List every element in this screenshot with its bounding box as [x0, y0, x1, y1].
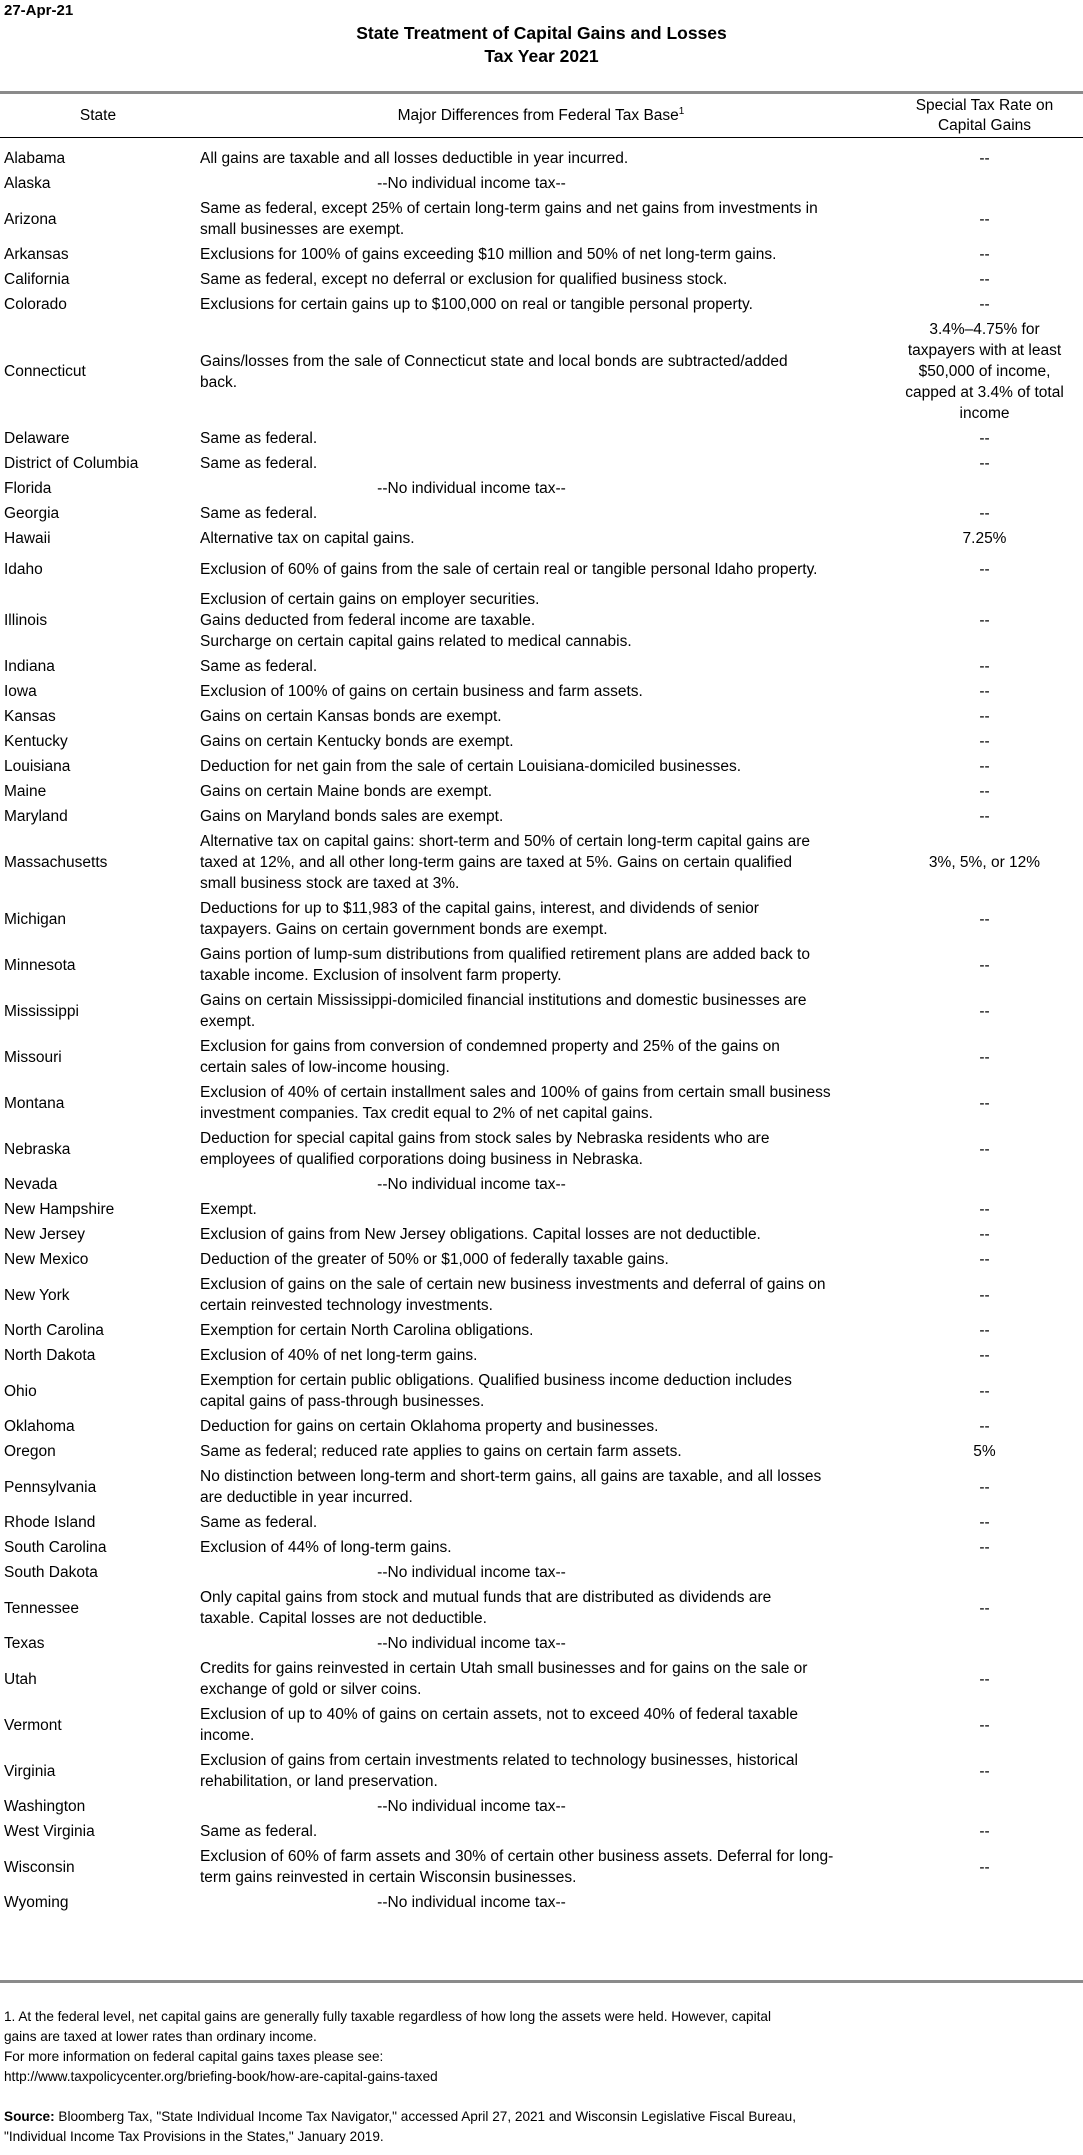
- difference-line: Same as federal.: [200, 505, 318, 522]
- table-row: [0, 267, 1083, 292]
- table-row: [0, 292, 1083, 317]
- tax-base-difference: [200, 451, 886, 476]
- table-row: [0, 1272, 1083, 1318]
- special-tax-rate: --: [979, 1858, 990, 1876]
- tax-base-difference: [200, 1368, 886, 1414]
- table-row: [0, 704, 1083, 729]
- table-row: [0, 754, 1083, 779]
- state-name: New Jersey: [4, 1226, 85, 1243]
- state-name: Oklahoma: [4, 1418, 75, 1435]
- difference-line: rehabilitation, or land preservation.: [200, 1773, 438, 1790]
- title-line-1: State Treatment of Capital Gains and Losses: [356, 23, 727, 43]
- tax-base-difference: [200, 704, 886, 729]
- special-tax-rate: --: [979, 1762, 990, 1780]
- table-row: [0, 171, 1083, 196]
- table-row: [0, 1748, 1083, 1794]
- difference-line: Deduction for gains on certain Oklahoma property and businesses.: [200, 1418, 659, 1435]
- difference-line: certain sales of low-income housing.: [200, 1059, 450, 1076]
- tax-base-difference: [200, 292, 886, 317]
- special-tax-rate: --: [979, 658, 990, 675]
- tax-base-difference: [200, 317, 886, 426]
- tax-base-difference: [200, 754, 886, 779]
- table-row: [0, 1222, 1083, 1247]
- table-bottom-rule: [0, 1980, 1083, 1983]
- table-row: [0, 242, 1083, 267]
- difference-line: Exclusion of 60% of gains from the sale of certain real or tangible personal Idaho property.: [200, 560, 818, 578]
- difference-line: employees of qualified corporations doing business in Nebraska.: [200, 1151, 643, 1168]
- rate-line: capped at 3.4% of total: [905, 384, 1064, 401]
- state-table-body: [0, 146, 1083, 1915]
- difference-line: Exclusion of gains on the sale of certain new business investments and deferral of gains on: [200, 1276, 826, 1293]
- difference-line: Gains on certain Mississippi-domiciled financial institutions and domestic businesses are: [200, 992, 807, 1009]
- state-name: Tennessee: [4, 1599, 79, 1617]
- table-row: [0, 1702, 1083, 1748]
- state-name: Colorado: [4, 296, 67, 313]
- table-row: [0, 1631, 1083, 1656]
- state-name: Washington: [4, 1798, 86, 1815]
- table-row: [0, 942, 1083, 988]
- state-name: California: [4, 271, 70, 288]
- tax-base-difference: [200, 1247, 886, 1272]
- difference-line: Alternative tax on capital gains: short-term and 50% of certain long-term capital gains are: [200, 833, 810, 850]
- no-income-tax-note: --No individual income tax--: [377, 1176, 566, 1193]
- state-name: District of Columbia: [4, 455, 139, 472]
- table-row: [0, 1890, 1083, 1915]
- state-name: Louisiana: [4, 758, 71, 775]
- difference-line: Exclusion of 44% of long-term gains.: [200, 1539, 452, 1556]
- tax-base-difference: [200, 1702, 886, 1748]
- state-name: Pennsylvania: [4, 1478, 97, 1496]
- state-name: West Virginia: [4, 1823, 95, 1840]
- special-tax-rate: --: [979, 1716, 990, 1734]
- difference-line: Alternative tax on capital gains.: [200, 530, 415, 547]
- tax-base-difference: [200, 1585, 886, 1631]
- difference-line: Exclusion of 60% of farm assets and 30% of certain other business assets. Deferral for long-: [200, 1848, 834, 1865]
- difference-line: income.: [200, 1727, 255, 1744]
- table-row: [0, 1656, 1083, 1702]
- special-tax-rate: --: [979, 1514, 990, 1531]
- special-tax-rate: --: [979, 683, 990, 700]
- special-tax-rate: --: [979, 150, 990, 167]
- difference-line: back.: [200, 373, 238, 391]
- no-income-tax-note: --No individual income tax--: [377, 1894, 566, 1911]
- rate-line: $50,000 of income,: [918, 363, 1051, 380]
- table-row: [0, 1819, 1083, 1844]
- special-tax-rate: --: [979, 271, 990, 288]
- title-line-2: Tax Year 2021: [484, 46, 599, 66]
- no-income-tax-note: --No individual income tax--: [377, 175, 566, 192]
- tax-base-difference: [200, 587, 886, 654]
- state-name: Wyoming: [4, 1894, 69, 1911]
- table-row: [0, 779, 1083, 804]
- tax-base-difference: [200, 679, 886, 704]
- table-row: [0, 1585, 1083, 1631]
- difference-line: Same as federal.: [200, 1823, 318, 1840]
- state-name: Ohio: [4, 1382, 37, 1400]
- special-tax-rate: --: [979, 956, 990, 974]
- difference-line: Exclusion of certain gains on employer securities.: [200, 591, 540, 608]
- state-name: Idaho: [4, 560, 43, 578]
- difference-line: exchange of gold or silver coins.: [200, 1681, 422, 1698]
- difference-line: Exclusion of gains from New Jersey obligations. Capital losses are not deductible.: [200, 1226, 761, 1243]
- table-row: [0, 1126, 1083, 1172]
- tax-base-difference: [200, 1439, 886, 1464]
- special-tax-rate: --: [979, 1418, 990, 1435]
- table-row: [0, 729, 1083, 754]
- tax-base-difference: [200, 1656, 886, 1702]
- tax-base-difference: [200, 1748, 886, 1794]
- tax-base-difference: [200, 1126, 886, 1172]
- difference-line: Credits for gains reinvested in certain Utah small businesses and for gains on the sale or: [200, 1660, 808, 1677]
- tax-base-difference: [200, 729, 886, 754]
- difference-line: Exemption for certain North Carolina obligations.: [200, 1322, 534, 1339]
- table-row: [0, 1343, 1083, 1368]
- special-tax-rate: --: [979, 612, 990, 629]
- state-name: North Carolina: [4, 1322, 104, 1339]
- difference-line: Same as federal.: [200, 1514, 318, 1531]
- rate-line: income: [959, 405, 1010, 422]
- table-row: [0, 654, 1083, 679]
- difference-line: Exclusions for 100% of gains exceeding $10 million and 50% of net long-term gains.: [200, 246, 777, 263]
- footnote-ref: 1: [678, 105, 685, 117]
- difference-line: Same as federal.: [200, 455, 318, 472]
- table-row: [0, 1197, 1083, 1222]
- difference-line: certain reinvested technology investments.: [200, 1297, 493, 1314]
- difference-line: taxpayers. Gains on certain government bonds are exempt.: [200, 921, 608, 938]
- state-name: Indiana: [4, 658, 55, 675]
- tax-base-difference: [200, 1535, 886, 1560]
- difference-line: Deduction for special capital gains from stock sales by Nebraska residents who are: [200, 1130, 770, 1147]
- table-row: [0, 196, 1083, 242]
- difference-line: Gains on certain Kansas bonds are exempt.: [200, 708, 502, 725]
- tax-base-difference: [200, 551, 886, 587]
- state-name: Massachusetts: [4, 854, 108, 871]
- no-income-tax-note: --No individual income tax--: [377, 1564, 566, 1581]
- tax-base-difference: [200, 654, 886, 679]
- source-label: Source:: [4, 2109, 55, 2124]
- state-name: Kentucky: [4, 733, 68, 750]
- tax-base-difference: [200, 146, 886, 171]
- difference-line: No distinction between long-term and short-term gains, all gains are taxable, and all losses: [200, 1468, 822, 1485]
- difference-line: Gains on certain Kentucky bonds are exempt.: [200, 733, 514, 750]
- difference-line: Deductions for up to $11,983 of the capital gains, interest, and dividends of senior: [200, 900, 759, 917]
- tax-base-difference: [200, 1272, 886, 1318]
- tax-base-difference: [200, 804, 886, 829]
- special-tax-rate: [886, 317, 1083, 426]
- difference-line: small business stock are taxed at 3%.: [200, 875, 460, 892]
- tax-base-difference: [200, 267, 886, 292]
- state-name: New Hampshire: [4, 1201, 115, 1218]
- table-row: [0, 1560, 1083, 1585]
- table-row: [0, 1034, 1083, 1080]
- table-row: [0, 1844, 1083, 1890]
- state-name: Arizona: [4, 210, 57, 228]
- state-name: Illinois: [4, 612, 48, 629]
- special-tax-rate: --: [979, 1094, 990, 1112]
- special-tax-rate: 5%: [973, 1443, 996, 1460]
- table-row: [0, 476, 1083, 501]
- special-tax-rate: --: [979, 505, 990, 522]
- tax-base-difference: [200, 942, 886, 988]
- special-tax-rate: --: [979, 210, 990, 228]
- state-name: South Dakota: [4, 1564, 98, 1581]
- source-line: "Individual Income Tax Provisions in the States," January 2019.: [4, 2129, 384, 2144]
- special-tax-rate: --: [979, 783, 990, 800]
- table-row: [0, 317, 1083, 426]
- state-name: Arkansas: [4, 246, 69, 263]
- tax-base-difference: [200, 501, 886, 526]
- state-name: Missouri: [4, 1048, 62, 1066]
- state-name: Maine: [4, 783, 47, 800]
- no-income-tax-note: --No individual income tax--: [377, 1635, 566, 1652]
- tax-base-difference: [200, 988, 886, 1034]
- state-name: Nevada: [4, 1176, 58, 1193]
- difference-line: Deduction of the greater of 50% or $1,000 of federally taxable gains.: [200, 1251, 669, 1268]
- state-name: Hawaii: [4, 530, 51, 547]
- state-name: Oregon: [4, 1443, 56, 1460]
- special-tax-rate: --: [979, 1048, 990, 1066]
- tax-base-difference: [200, 242, 886, 267]
- state-name: Georgia: [4, 505, 60, 522]
- tax-base-difference: [200, 1510, 886, 1535]
- difference-line: Exclusion of 40% of certain installment sales and 100% of gains from certain small business: [200, 1084, 831, 1101]
- special-tax-rate: --: [979, 1823, 990, 1840]
- special-tax-rate: --: [979, 296, 990, 313]
- tax-base-difference: [200, 829, 886, 896]
- difference-line: Only capital gains from stock and mutual funds that are distributed as dividends are: [200, 1589, 772, 1606]
- tax-base-difference: [200, 1819, 886, 1844]
- difference-line: Gains/losses from the sale of Connecticut state and local bonds are subtracted/added: [200, 352, 788, 370]
- tax-base-difference: [200, 896, 886, 942]
- difference-line: exempt.: [200, 1013, 256, 1030]
- state-name: Connecticut: [4, 363, 86, 380]
- state-name: North Dakota: [4, 1347, 96, 1364]
- special-tax-rate: --: [979, 1347, 990, 1364]
- difference-line: Gains on certain Maine bonds are exempt.: [200, 783, 493, 800]
- difference-line: Same as federal.: [200, 430, 318, 447]
- page-title: [0, 22, 1083, 68]
- special-tax-rate: --: [979, 1539, 990, 1556]
- table-row: [0, 804, 1083, 829]
- special-tax-rate: --: [979, 733, 990, 750]
- table-row: [0, 451, 1083, 476]
- special-tax-rate: --: [979, 560, 990, 578]
- column-header-special-rate: Special Tax Rate on Capital Gains: [915, 97, 1054, 134]
- special-tax-rate: --: [979, 1251, 990, 1268]
- table-row: [0, 551, 1083, 587]
- state-name: Virginia: [4, 1762, 56, 1780]
- tax-base-difference: [200, 1222, 886, 1247]
- table-row: [0, 426, 1083, 451]
- state-name: New York: [4, 1286, 70, 1304]
- tax-base-difference: [200, 426, 886, 451]
- tax-base-difference: [200, 1343, 886, 1368]
- no-income-tax-note: --No individual income tax--: [377, 480, 566, 497]
- special-tax-rate: --: [979, 910, 990, 928]
- source-line: Source: Bloomberg Tax, "State Individual Income Tax Navigator," accessed April 27, 2021 and Wisconsin Legislative Fiscal Bureau,: [4, 2109, 796, 2124]
- report-date: 27-Apr-21: [4, 2, 74, 19]
- table-row: [0, 988, 1083, 1034]
- tax-base-difference: [200, 1080, 886, 1126]
- special-tax-rate: --: [979, 1322, 990, 1339]
- difference-line: taxable income. Exclusion of insolvent farm property.: [200, 967, 562, 984]
- difference-line: Gains deducted from federal income are taxable.: [200, 612, 536, 629]
- special-tax-rate: --: [979, 758, 990, 775]
- difference-line: Same as federal, except no deferral or exclusion for qualified business stock.: [200, 271, 728, 288]
- state-name: Montana: [4, 1094, 65, 1112]
- special-tax-rate: --: [979, 808, 990, 825]
- special-tax-rate: --: [979, 1478, 990, 1496]
- state-name: Mississippi: [4, 1002, 79, 1020]
- tax-base-difference: [200, 526, 886, 551]
- table-row: [0, 501, 1083, 526]
- header-bottom-rule: [0, 137, 1083, 138]
- table-row: [0, 896, 1083, 942]
- special-tax-rate: --: [979, 1382, 990, 1400]
- difference-line: investment companies. Tax credit equal to 2% of net capital gains.: [200, 1105, 653, 1122]
- special-tax-rate: 3%, 5%, or 12%: [928, 854, 1041, 871]
- rate-line: 3.4%–4.75% for: [929, 321, 1040, 338]
- table-row: [0, 1535, 1083, 1560]
- difference-line: Gains portion of lump-sum distributions from qualified retirement plans are added back to: [200, 946, 810, 963]
- column-header-state: State: [79, 107, 117, 124]
- difference-line: Exclusions for certain gains up to $100,000 on real or tangible personal property.: [200, 296, 753, 313]
- table-row: [0, 1464, 1083, 1510]
- header-top-rule: [0, 91, 1083, 94]
- tax-base-difference: [200, 1464, 886, 1510]
- source-note: [4, 2107, 1079, 2147]
- difference-line: Same as federal; reduced rate applies to gains on certain farm assets.: [200, 1443, 682, 1460]
- tax-base-difference: [200, 1844, 886, 1890]
- table-row: [0, 679, 1083, 704]
- tax-base-difference: [200, 1034, 886, 1080]
- difference-line: Exclusion of up to 40% of gains on certain assets, not to exceed 40% of federal taxable: [200, 1706, 798, 1723]
- table-row: [0, 587, 1083, 654]
- table-row: [0, 1318, 1083, 1343]
- table-row: [0, 1794, 1083, 1819]
- state-table: [0, 146, 1083, 1915]
- table-row: [0, 1510, 1083, 1535]
- difference-line: Exclusion of 40% of net long-term gains.: [200, 1347, 478, 1364]
- special-tax-rate: --: [979, 1140, 990, 1158]
- table-row: [0, 829, 1083, 896]
- state-name: Rhode Island: [4, 1514, 96, 1531]
- difference-line: Exemption for certain public obligations. Qualified business income deduction includes: [200, 1372, 792, 1389]
- difference-line: term gains reinvested in certain Wisconsin businesses.: [200, 1869, 577, 1886]
- state-name: Nebraska: [4, 1140, 71, 1158]
- no-income-tax-note: --No individual income tax--: [377, 1798, 566, 1815]
- special-tax-rate: --: [979, 1286, 990, 1304]
- state-name: Florida: [4, 480, 52, 497]
- tax-base-difference: [200, 1197, 886, 1222]
- table-row: [0, 1172, 1083, 1197]
- tax-base-difference: [200, 779, 886, 804]
- special-tax-rate: --: [979, 1201, 990, 1218]
- table-row: [0, 1080, 1083, 1126]
- special-tax-rate: --: [979, 455, 990, 472]
- state-name: New Mexico: [4, 1251, 89, 1268]
- state-name: Wisconsin: [4, 1858, 75, 1876]
- table-row: [0, 1439, 1083, 1464]
- state-name: Texas: [4, 1635, 45, 1652]
- state-name: Alabama: [4, 150, 66, 167]
- difference-line: are deductible in year incurred.: [200, 1489, 413, 1506]
- table-row: [0, 1368, 1083, 1414]
- state-name: Alaska: [4, 175, 51, 192]
- table-row: [0, 1247, 1083, 1272]
- difference-line: Exempt.: [200, 1201, 257, 1218]
- rate-line: taxpayers with at least: [907, 342, 1062, 359]
- state-name: South Carolina: [4, 1539, 107, 1556]
- special-tax-rate: --: [979, 1226, 990, 1243]
- state-name: Iowa: [4, 683, 37, 700]
- difference-line: Same as federal, except 25% of certain long-term gains and net gains from investments in: [200, 200, 818, 217]
- difference-line: small businesses are exempt.: [200, 221, 405, 238]
- state-name: Maryland: [4, 808, 68, 825]
- tax-base-difference: [200, 1414, 886, 1439]
- state-name: Minnesota: [4, 956, 76, 974]
- difference-line: capital gains of pass-through businesses.: [200, 1393, 485, 1410]
- tax-base-difference: [200, 196, 886, 242]
- special-tax-rate: --: [979, 430, 990, 447]
- special-tax-rate: --: [979, 1599, 990, 1617]
- special-tax-rate: --: [979, 1002, 990, 1020]
- state-name: Kansas: [4, 708, 56, 725]
- state-name: Vermont: [4, 1716, 62, 1734]
- difference-line: Exclusion of 100% of gains on certain business and farm assets.: [200, 683, 643, 700]
- footnote-line: gains are taxed at lower rates than ordinary income.: [4, 2029, 317, 2044]
- footnote-line: 1. At the federal level, net capital gains are generally fully taxable regardless of how long the assets were held. However, capital: [4, 2009, 771, 2024]
- state-name: Michigan: [4, 910, 67, 928]
- difference-line: taxed at 12%, and all other long-term gains are taxed at 5%. Gains on certain qualified: [200, 854, 792, 871]
- column-header-differences: Major Differences from Federal Tax Base$^1$: [397, 105, 685, 124]
- table-row: [0, 526, 1083, 551]
- footnote-line: For more information on federal capital gains taxes please see:: [4, 2049, 384, 2064]
- difference-line: Deduction for net gain from the sale of certain Louisiana-domiciled businesses.: [200, 758, 742, 775]
- special-tax-rate: 7.25%: [962, 530, 1007, 547]
- table-row: [0, 146, 1083, 171]
- difference-line: Gains on Maryland bonds sales are exempt.: [200, 808, 504, 825]
- table-row: [0, 1414, 1083, 1439]
- difference-line: Surcharge on certain capital gains related to medical cannabis.: [200, 633, 632, 650]
- special-tax-rate: --: [979, 246, 990, 263]
- state-name: Utah: [4, 1670, 37, 1688]
- difference-line: Exclusion for gains from conversion of condemned property and 25% of the gains on: [200, 1038, 780, 1055]
- difference-line: All gains are taxable and all losses deductible in year incurred.: [200, 150, 629, 167]
- state-name: Delaware: [4, 430, 70, 447]
- footnote-url[interactable]: http://www.taxpolicycenter.org/briefing-book/how-are-capital-gains-taxed: [4, 2069, 438, 2084]
- difference-line: Exclusion of gains from certain investments related to technology businesses, historical: [200, 1752, 798, 1769]
- special-tax-rate: --: [979, 1670, 990, 1688]
- tax-base-difference: [200, 1318, 886, 1343]
- difference-line: taxable. Capital losses are not deductible.: [200, 1610, 487, 1627]
- special-tax-rate: --: [979, 708, 990, 725]
- difference-line: Same as federal.: [200, 658, 318, 675]
- footnote: [4, 2007, 884, 2087]
